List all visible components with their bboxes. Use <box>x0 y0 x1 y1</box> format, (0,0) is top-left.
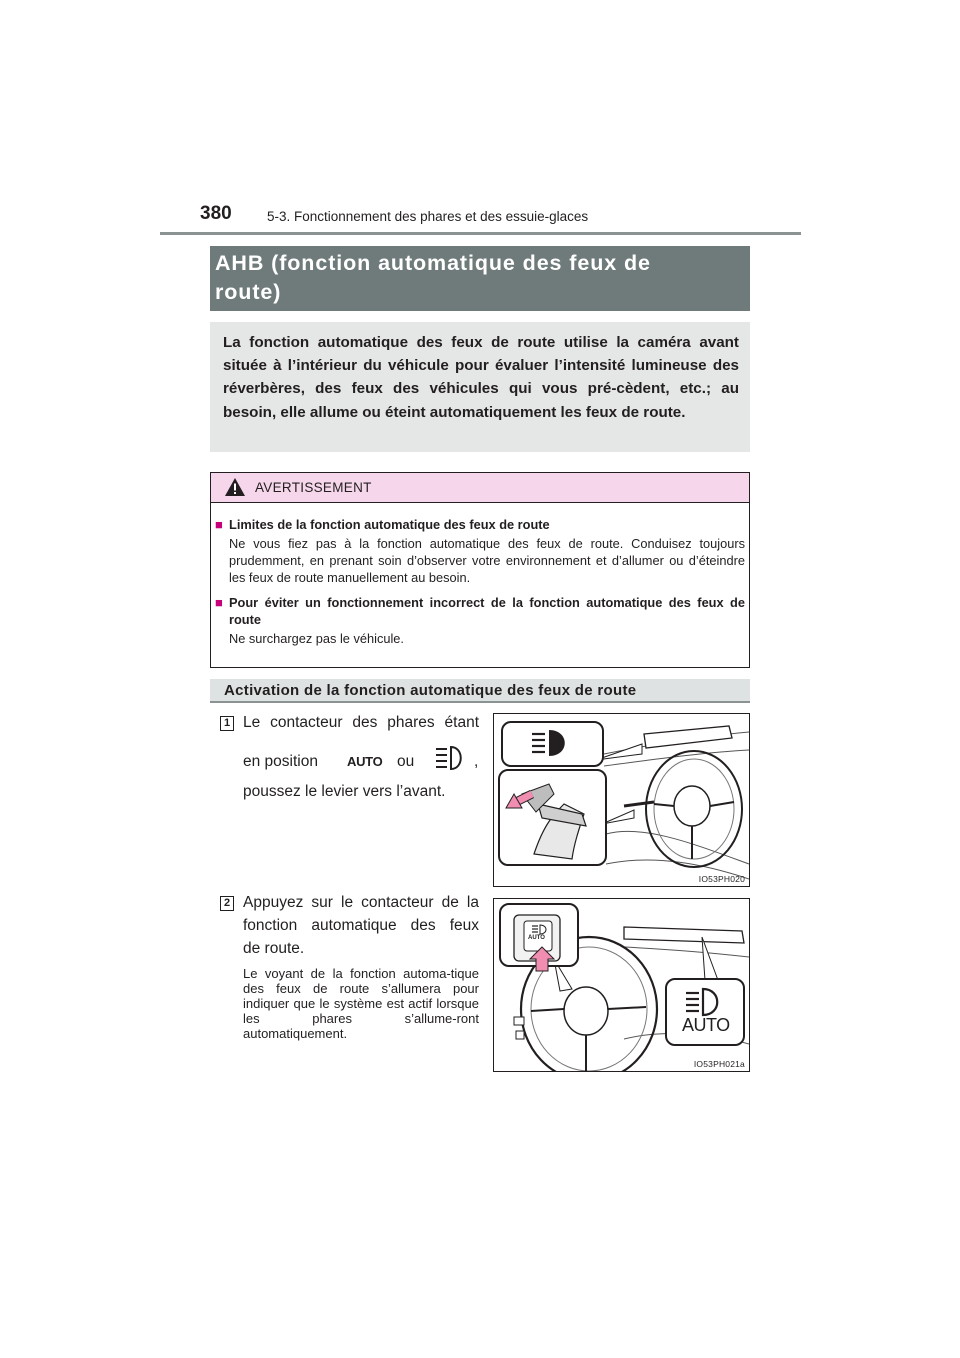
step-1-text-line: poussez le levier vers l’avant. <box>243 783 446 800</box>
warning-item-heading: Limites de la fonction automatique des feux de route <box>229 517 550 532</box>
step-number: 2 <box>220 896 234 911</box>
dashboard-illustration <box>494 899 749 1071</box>
warning-box <box>210 472 750 668</box>
intro-text: La fonction automatique des feux de route utilise la caméra avant située à l’intérieur du véhicule pour évaluer l’intensité lumineuse des réverbères, des feux des véhicules qui vous pré-cèdent, etc.; au besoin, elle allume ou éteint automatiquement les feux de route. <box>223 334 739 421</box>
step-1-comma: , <box>474 753 479 770</box>
auto-symbol: AUTO <box>347 754 383 769</box>
section-title: 5-3. Fonctionnement des phares et des essuie-glaces <box>267 209 589 224</box>
figure-code: IO53PH021a <box>693 1059 745 1069</box>
subsection-heading <box>210 679 750 703</box>
warning-item <box>215 594 745 648</box>
header-rule <box>160 232 801 235</box>
figure-code: IO53PH020 <box>698 874 745 884</box>
step-2-note: Le voyant de la fonction automa-tique des feux de route s’allumera pour indiquer que le système est actif lorsque les phares s’allume-ront automatiquement. <box>243 966 479 1041</box>
step-number: 1 <box>220 716 234 731</box>
subsection-heading-text: Activation de la fonction automatique des feux de route <box>224 682 637 699</box>
figure-lever <box>493 713 750 887</box>
warning-header <box>211 473 749 503</box>
intro-box <box>210 322 750 452</box>
step-1-or: ou <box>397 753 415 770</box>
section-heading <box>210 246 750 311</box>
warning-item-heading: Pour éviter un fonctionnement incorrect de la fonction automatique des feux de route <box>229 595 745 627</box>
step-1-text-line: Le contacteur des phares étant <box>243 714 479 731</box>
bullet-square-icon: ■ <box>215 517 223 532</box>
warning-triangle-icon <box>224 477 246 497</box>
page-number: 380 <box>200 203 232 224</box>
warning-item <box>215 516 745 586</box>
section-heading-line-2: route) <box>215 280 282 304</box>
step-2-text-line: fonction automatique des feux <box>243 917 479 934</box>
bullet-square-icon: ■ <box>215 595 223 610</box>
section-heading-line-1: AHB (fonction automatique des feux de <box>215 251 651 275</box>
high-beam-icon <box>434 745 466 771</box>
figure-ahb-switch <box>493 898 750 1072</box>
warning-title: AVERTISSEMENT <box>255 480 372 495</box>
switch-auto-label: AUTO <box>528 935 545 941</box>
warning-item-body: Ne surchargez pas le véhicule. <box>229 631 404 646</box>
warning-item-body: Ne vous fiez pas à la fonction automatique des feux de route. Conduisez toujours prudemment, en prenant soin d’observer votre environnement et d’allumer ou d’éteindre les feux de route manuellement au besoin. <box>229 536 745 585</box>
step-1-position-prefix: en position <box>243 753 318 770</box>
indicator-auto-label: AUTO <box>682 1015 730 1035</box>
lever-illustration <box>494 714 749 886</box>
step-2-text-line: de route. <box>243 940 305 957</box>
step-2-text-line: Appuyez sur le contacteur de la <box>243 894 479 911</box>
